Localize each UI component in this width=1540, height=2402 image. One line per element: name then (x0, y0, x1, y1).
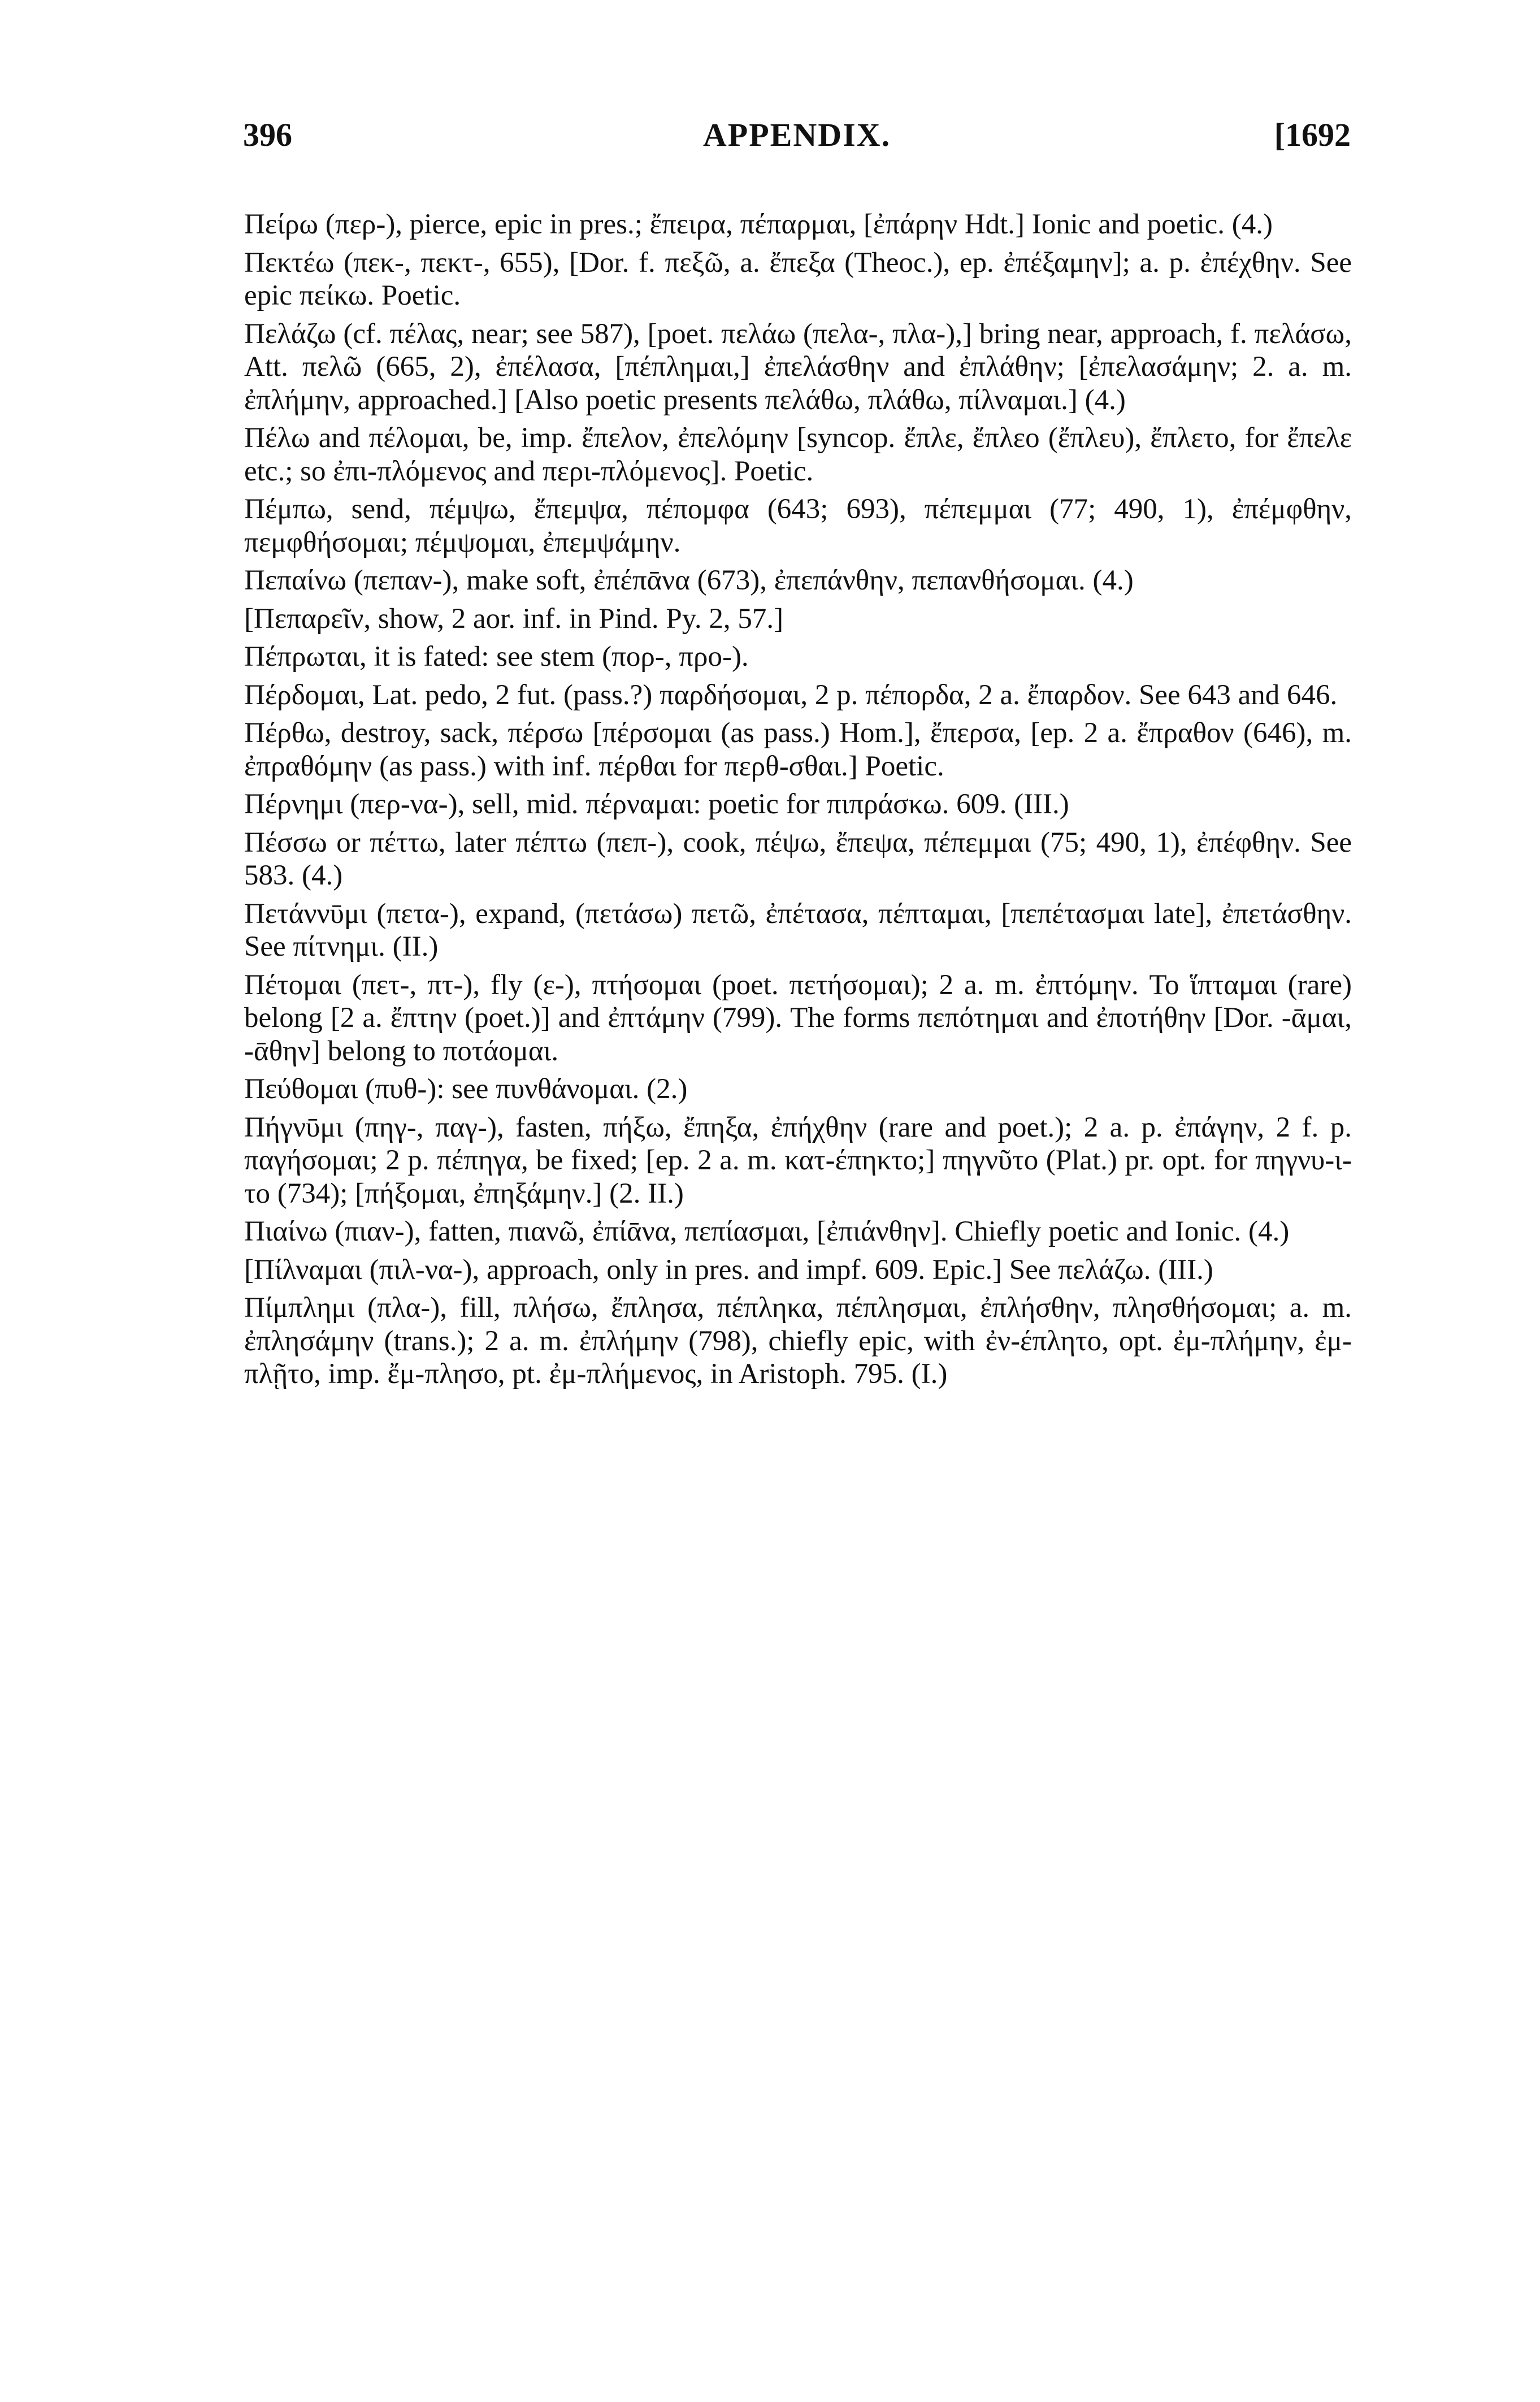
entry-pelazo: Πελάζω (cf. πέλας, near; see 587), [poet. πελάω (πελα-, πλα-),] bring near, approach, f. πελάσω, Att. πελῶ (665, 2), ἐπέλασα, [πέπλημαι,] ἐπελάσθην and ἐπλάθην; [ἐπελασάμην; 2. a. m. ἐπλήμην, approached.] [Also poetic presents πελάθω, πλάθω, πίλναμαι.] (4.) (244, 318, 1352, 416)
entry-piaino: Πιαίνω (πιαν-), fatten, πιανῶ, ἐπίᾱνα, πεπίασμαι, [ἐπιάνθην]. Chiefly poetic and Ionic. (4.) (244, 1216, 1290, 1247)
page-header (243, 116, 1351, 167)
entry-peiro: Πείρω (περ-), pierce, epic in pres.; ἔπειρα, πέπαρμαι, [ἐπάρην Hdt.] Ionic and poetic. (4.) (244, 209, 1273, 240)
entry-petannumi: Πετάννῡμι (πετα-), expand, (πετάσω) πετῶ, ἐπέτασα, πέπταμαι, [πεπέτασμαι late], ἐπετάσθην. See πίτνημι. (II.) (244, 898, 1352, 962)
running-title: APPENDIX. (702, 116, 891, 153)
section-number: [1692 (1274, 116, 1351, 153)
entry-perdomai: Πέρδομαι, Lat. pedo, 2 fut. (pass.?) παρδήσομαι, 2 p. πέπορδα, 2 a. ἔπαρδον. See 643 and 646. (244, 679, 1338, 711)
entry-pempo: Πέμπω, send, πέμψω, ἔπεμψα, πέπομφα (643; 693), πέπεμμαι (77; 490, 1), ἐπέμφθην, πεμφθήσομαι; πέμψομαι, ἐπεμψάμην. (244, 493, 1352, 558)
entry-pesso: Πέσσω or πέττω, later πέπτω (πεπ-), cook, πέψω, ἔπεψα, πέπεμμαι (75; 490, 1), ἐπέφθην. See 583. (4.) (244, 826, 1352, 891)
entry-pelo: Πέλω and πέλομαι, be, imp. ἔπελον, ἐπελόμην [syncop. ἔπλε, ἔπλεο (ἔπλευ), ἔπλετο, for ἔπελε etc.; so ἐπι-πλόμενος and περι-πλόμενος]. Poetic. (244, 422, 1352, 487)
verb-entries (244, 208, 1352, 1396)
entry-peuthomai: Πεύθομαι (πυθ-): see πυνθάνομαι. (2.) (244, 1073, 688, 1105)
entry-pekteo: Πεκτέω (πεκ-, πεκτ-, 655), [Dor. f. πεξῶ, a. ἔπεξα (Theoc.), ep. ἐπέξαμην]; a. p. ἐπέχθην. See epic πείκω. Poetic. (244, 246, 1352, 311)
entry-peparein: [Πεπαρεῖν, show, 2 aor. inf. in Pind. Py. 2, 57.] (244, 602, 784, 635)
entry-pernemi: Πέρνημι (περ-να-), sell, mid. πέρναμαι: poetic for πιπράσκω. 609. (III.) (244, 788, 1069, 820)
entry-pepaino: Πεπαίνω (πεπαν-), make soft, ἐπέπᾱνα (673), ἐπεπάνθην, πεπανθήσομαι. (4.) (244, 565, 1134, 596)
page-number: 396 (243, 116, 292, 153)
entry-pimplemi: Πίμπλημι (πλα-), fill, πλήσω, ἔπλησα, πέπληκα, πέπλησμαι, ἐπλήσθην, πλησθήσομαι; a. m. ἐπλησάμην (trans.); 2 a. m. ἐπλήμην (798), chiefly epic, with ἐν-έπλητο, opt. ἐμ-πλήμην, ἐμ-πλῇτο, imp. ἔμ-πλησο, pt. ἐμ-πλήμενος, in Aristoph. 795. (I.) (244, 1292, 1352, 1390)
entry-petomai: Πέτομαι (πετ-, πτ-), fly (ε-), πτήσομαι (poet. πετήσομαι); 2 a. m. ἐπτόμην. To ἵπταμαι (rare) belong [2 a. ἔπτην (poet.)] and ἐπτάμην (799). The forms πεπότημαι and ἐποτήθην [Dor. -ᾱμαι, -ᾱθην] belong to ποτάομαι. (244, 969, 1352, 1067)
entry-peprotai: Πέπρωται, it is fated: see stem (πορ-, προ-). (244, 641, 749, 673)
entry-pilnamai: [Πίλναμαι (πιλ-να-), approach, only in pres. and impf. 609. Epic.] See πελάζω. (III.) (244, 1254, 1213, 1286)
entry-pegnumi: Πήγνῡμι (πηγ-, παγ-), fasten, πήξω, ἔπηξα, ἐπήχθην (rare and poet.); 2 a. p. ἐπάγην, 2 f. p. παγήσομαι; 2 p. πέπηγα, be fixed; [ep. 2 a. m. κατ-έπηκτο;] πηγνῦτο (Plat.) pr. opt. for πηγνυ-ι-το (734); [πήξομαι, ἐπηξάμην.] (2. II.) (244, 1111, 1352, 1209)
entry-pertho: Πέρθω, destroy, sack, πέρσω [πέρσομαι (as pass.) Hom.], ἔπερσα, [ep. 2 a. ἔπραθον (646), m. ἐπραθόμην (as pass.) with inf. πέρθαι for περθ-σθαι.] Poetic. (244, 717, 1352, 782)
